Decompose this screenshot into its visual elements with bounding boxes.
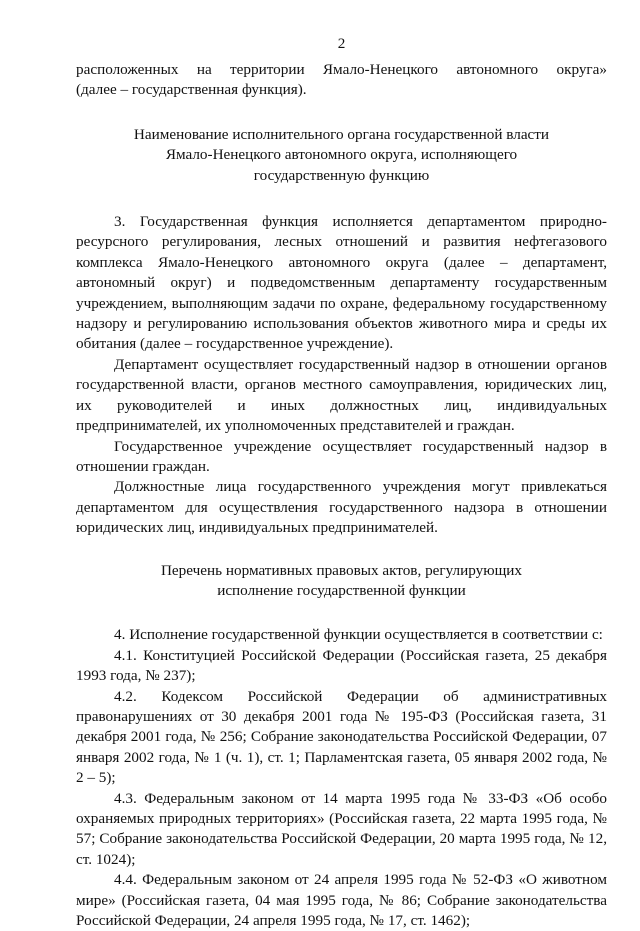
- heading-1-line-3: государственную функцию: [253, 166, 430, 184]
- heading-1-line-1: Наименование исполнительного органа государственной власти: [133, 125, 550, 143]
- intro-line-1: расположенных на территории Ямало-Ненецкого автономного округа»: [76, 61, 607, 78]
- document-page: [76, 34, 607, 931]
- paragraph-3-3: Государственное учреждение осуществляет государственный надзор в отношении граждан.: [76, 437, 607, 475]
- paragraph-4-1: 4.1. Конституцией Российской Федерации (Российская газета, 25 декабря 1993 года, № 237);: [76, 646, 607, 685]
- heading-2-line-2: исполнение государственной функции: [217, 581, 466, 599]
- heading-executive-body: [76, 125, 607, 186]
- paragraph-3-1: 3. Государственная функция исполняется департаментом природно-ресурсного регулирования, лесных отношений и развития нефтегазового комплекса Ямало-Ненецкого автономного округа (далее – департамент, автономный округ) и подведомственным департаменту государственным учреждением, выполняющим задачи по охране, федеральному государственному надзору и регулированию использования объектов животного мира и среды их обитания (далее – государственное учреждение).: [76, 213, 607, 353]
- paragraph-4-4: 4.4. Федеральным законом от 24 апреля 1995 года № 52-ФЗ «О животном мире» (Российская газета, 04 мая 1995 года, № 86; Собрание законодательства Российской Федерации, 24 апреля 1995 года, № 17, ст. 1462);: [76, 871, 607, 930]
- intro-line-2: (далее – государственная функция).: [76, 81, 307, 99]
- heading-2-line-1: Перечень нормативных правовых актов, регулирующих: [160, 561, 523, 579]
- paragraph-4-3: 4.3. Федеральным законом от 14 марта 1995 года № 33-ФЗ «Об особо охраняемых природных территориях» (Российская газета, 22 марта 1995 года, № 57; Собрание законодательства Российской Федерации, 20 марта 1995 года, № 12, ст. 1024);: [76, 789, 607, 868]
- paragraph-4-0: 4. Исполнение государственной функции осуществляется в соответствии с:: [114, 626, 603, 644]
- heading-legal-acts: [76, 561, 607, 602]
- paragraph-3-4: Должностные лица государственного учреждения могут привлекаться департаментом для осуществления государственного надзора в отношении юридических лиц, индивидуальных предпринимателей.: [76, 478, 607, 537]
- page-number: 2: [337, 35, 346, 52]
- paragraph-4-2: 4.2. Кодексом Российской Федерации об административных правонарушениях от 30 декабря 2001 года № 195-ФЗ (Российская газета, 31 декабря 2001 года, № 256; Собрание законодательства Российской Федерации, 07 января 2002 года, № 1 (ч. 1), ст. 1; Парламентская газета, 05 января 2002 года, № 2 – 5);: [76, 687, 607, 787]
- paragraph-3-2: Департамент осуществляет государственный надзор в отношении органов государственной власти, органов местного самоуправления, юридических лиц, их руководителей и иных должностных лиц, индивидуальных предпринимателей, их уполномоченных представителей и граждан.: [76, 355, 607, 435]
- heading-1-line-2: Ямало-Ненецкого автономного округа, исполняющего: [165, 146, 518, 164]
